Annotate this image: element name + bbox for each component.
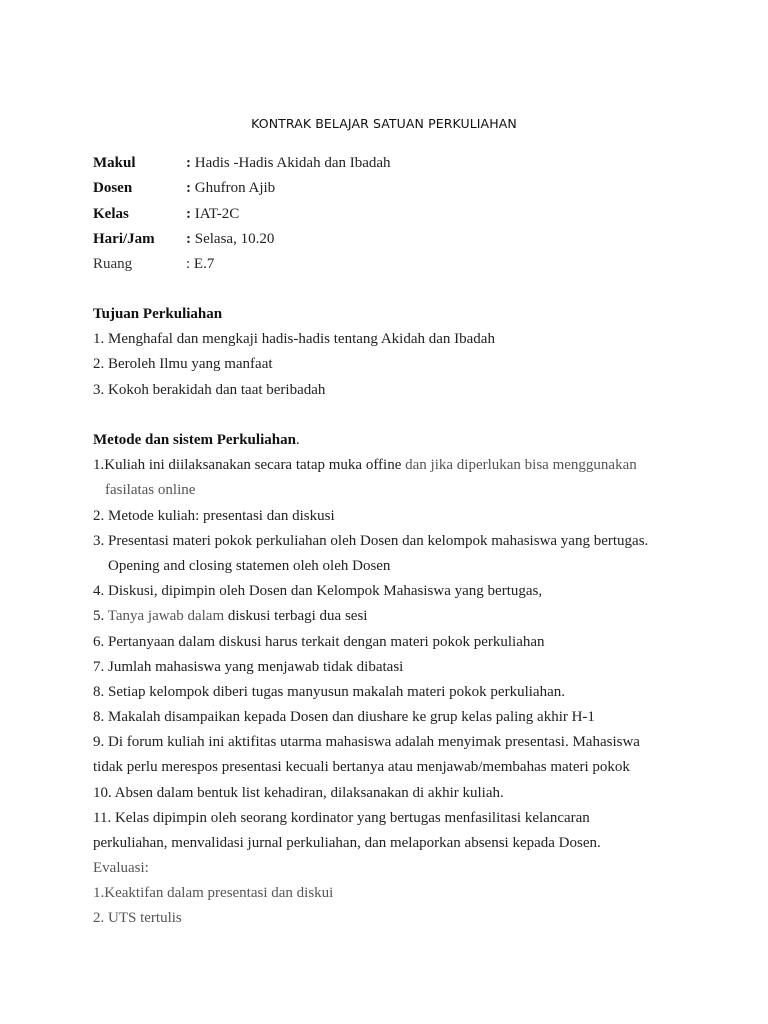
list-item: 10. Absen dalam bentuk list kehadiran, dilaksanakan di akhir kuliah. [93, 784, 504, 801]
list-item-continuation: tidak perlu merespos presentasi kecuali bertanya atau menjawab/membahas materi pokok [93, 759, 630, 776]
list-item: 8. Makalah disampaikan kepada Dosen dan diushare ke grup kelas paling akhir H-1 [93, 709, 595, 726]
list-item: 2. Beroleh Ilmu yang manfaat [93, 356, 273, 373]
list-item: 3. Presentasi materi pokok perkuliahan oleh Dosen dan kelompok mahasiswa yang bertugas. [93, 532, 649, 549]
section-tujuan [93, 304, 713, 405]
section-heading: Metode dan sistem Perkuliahan [93, 432, 296, 448]
heading-suffix: . [295, 432, 300, 448]
list-item: 2. Metode kuliah: presentasi dan diskusi [93, 507, 335, 524]
course-info [93, 153, 391, 279]
list-item: 4. Diskusi, dipimpin oleh Dosen dan Kelompok Mahasiswa yang bertugas, [93, 583, 543, 600]
list-item: 2. UTS tertulis [93, 910, 182, 927]
info-key: Dosen [93, 180, 133, 197]
section-heading: Tujuan Perkuliahan [93, 306, 223, 322]
list-item: 1. Menghafal dan mengkaji hadis-hadis tentang Akidah dan Ibadah [93, 331, 495, 348]
info-value: E.7 [190, 256, 215, 273]
info-row-kelas [93, 204, 391, 229]
info-row-ruang [93, 254, 391, 279]
list-item [93, 606, 713, 631]
info-value: IAT-2C [191, 205, 240, 222]
info-separator: : [186, 230, 191, 247]
info-key: Hari/Jam [93, 230, 155, 247]
info-row-makul [93, 153, 391, 178]
list-item-text: dan jika diperlukan bisa menggunakan [401, 457, 637, 474]
list-item-text: 5. [93, 608, 108, 625]
info-key: Ruang [93, 256, 133, 273]
section-evaluasi [93, 858, 713, 934]
info-value: Selasa, 10.20 [191, 230, 275, 247]
list-item: 3. Kokoh berakidah dan taat beribadah [93, 381, 326, 398]
list-item [93, 455, 713, 480]
list-item: 1.Keaktifan dalam presentasi dan diskui [93, 885, 334, 902]
info-value: Hadis -Hadis Akidah dan Ibadah [191, 155, 391, 171]
list-item: 8. Setiap kelompok diberi tugas manyusun makalah materi pokok perkuliahan. [93, 683, 565, 700]
list-item: 6. Pertanyaan dalam diskusi harus terkait dengan materi pokok perkuliahan [93, 633, 545, 650]
list-item-text: 1.Kuliah ini diilaksanakan secara tatap muka offine [93, 457, 402, 474]
document-title: KONTRAK BELAJAR SATUAN PERKULIAHAN [251, 116, 517, 131]
info-row-hari-jam [93, 229, 391, 254]
list-item: 9. Di forum kuliah ini aktifitas utarma mahasiswa adalah menyimak presentasi. Mahasiswa [93, 734, 640, 751]
list-item-continuation: Opening and closing statemen oleh oleh Dosen [108, 557, 391, 574]
list-item-text: diskusi terbagi dua sesi [224, 608, 368, 625]
section-heading-line [93, 430, 713, 455]
info-key: Kelas [93, 205, 129, 222]
section-heading: Evaluasi: [93, 860, 149, 876]
info-separator: : [186, 155, 191, 171]
info-key: Makul [93, 155, 136, 171]
info-row-dosen [93, 178, 391, 203]
list-item: 11. Kelas dipimpin oleh seorang kordinator yang bertugas menfasilitasi kelancaran [93, 809, 590, 826]
list-item-continuation: fasilatas online [105, 482, 196, 499]
list-item-text: Tanya jawab dalam [107, 608, 225, 625]
list-item-continuation: perkuliahan, menvalidasi jurnal perkuliahan, dan melaporkan absensi kepada Dosen. [93, 835, 601, 851]
section-metode [93, 430, 713, 858]
info-separator: : [186, 205, 191, 222]
info-value: Ghufron Ajib [191, 180, 276, 197]
info-separator: : [186, 256, 191, 273]
list-item: 7. Jumlah mahasiswa yang menjawab tidak dibatasi [93, 658, 404, 675]
info-separator: : [186, 180, 191, 197]
